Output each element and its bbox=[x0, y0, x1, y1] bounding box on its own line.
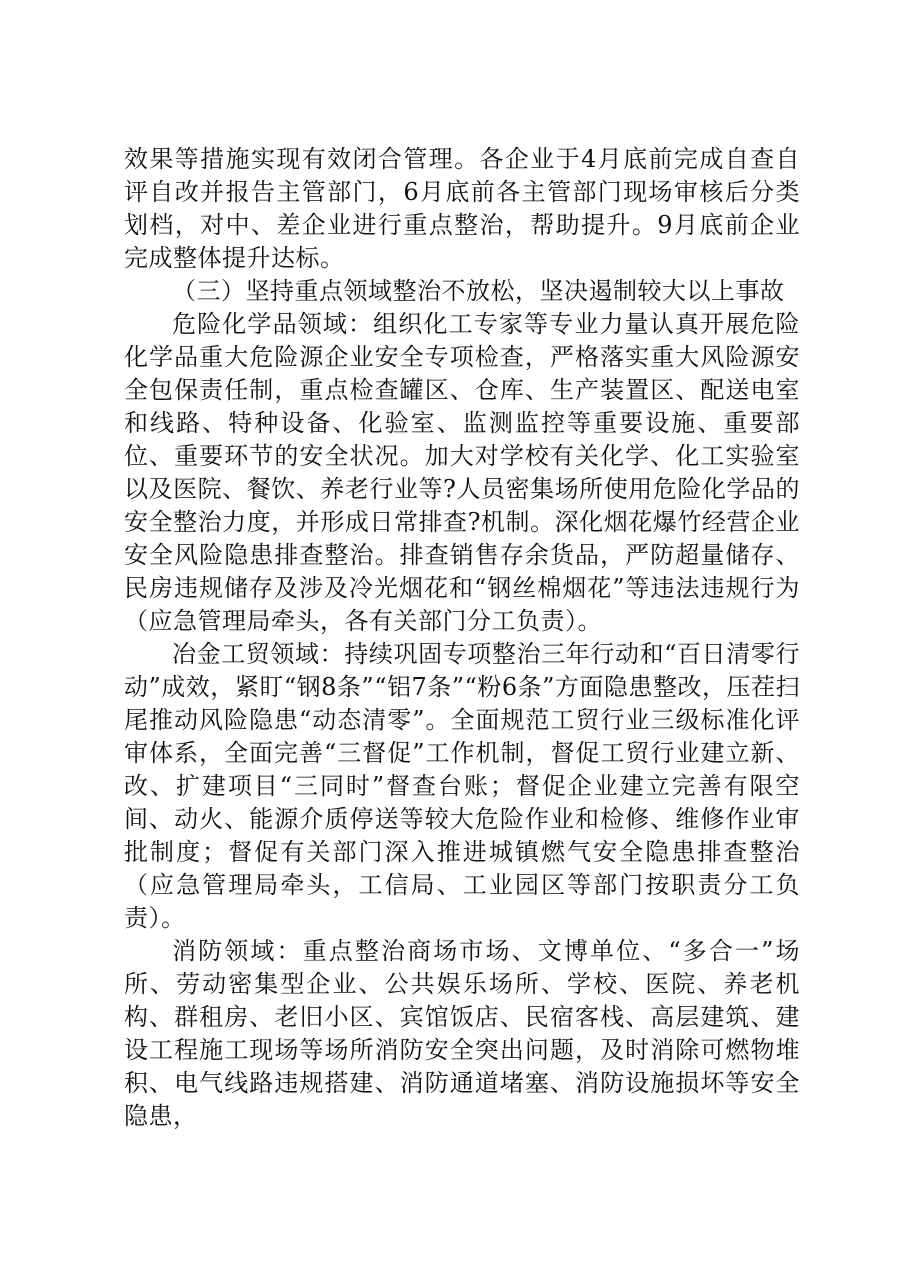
paragraph-fire-safety: 消防领域：重点整治商场市场、文博单位、“多合一”场所、劳动密集型企业、公共娱乐场所、学校、医院、养老机构、群租房、老旧小区、宾馆饭店、民宿客栈、高层建筑、建设工程施工现场等场所消防安全突出问题，及时消除可燃物堆积、电气线路违规搭建、消防通道堵塞、消防设施损坏等安全隐患， bbox=[124, 937, 800, 1130]
section-heading: （三）坚持重点领域整治不放松，坚决遏制较大以上事故 bbox=[172, 277, 785, 305]
paragraph-hazardous-chemicals: 危险化学品领域：组织化工专家等专业力量认真开展危险化学品重大危险源企业安全专项检查，严格落实重大风险源安全包保责任制，重点检查罐区、仓库、生产装置区、配送电室和线路、特种设备、化验室、监测监控等重要设施、重要部位、重要环节的安全状况。加大对学校有关化学、化工实验室以及医院、餐饮、养老行业等?人员密集场所使用危险化学品的安全整治力度，并形成日常排查?机制。深化烟花爆竹经营企业安全风险隐患排查整治。排查销售存余货品，严防超量储存、民房违规储存及涉及冷光烟花和“钢丝棉烟花”等违法违规行为（应急管理局牵头，各有关部门分工负责）。 bbox=[124, 310, 800, 635]
paragraph-continuation: 效果等措施实现有效闭合管理。各企业于4月底前完成自查自评自改并报告主管部门，6月底前各主管部门现场审核后分类划档，对中、差企业进行重点整治，帮助提升。9月底前企业完成整体提升达标。 bbox=[124, 145, 800, 272]
paragraph-metallurgy-trade: 冶金工贸领域：持续巩固专项整治三年行动和“百日清零行动”成效，紧盯“钢8条”“铝7条”“粉6条”方面隐患整改，压茬扫尾推动风险隐患“动态清零”。全面规范工贸行业三级标准化评审体系，全面完善“三督促”工作机制，督促工贸行业建立新、改、扩建项目“三同时”督查台账；督促企业建立完善有限空间、动火、能源介质停送等较大危险作业和检修、维修作业审批制度；督促有关部门深入推进城镇燃气安全隐患排查整治（应急管理局牵头，工信局、工业园区等部门按职责分工负责）。 bbox=[124, 640, 800, 932]
document-body bbox=[124, 143, 800, 1133]
